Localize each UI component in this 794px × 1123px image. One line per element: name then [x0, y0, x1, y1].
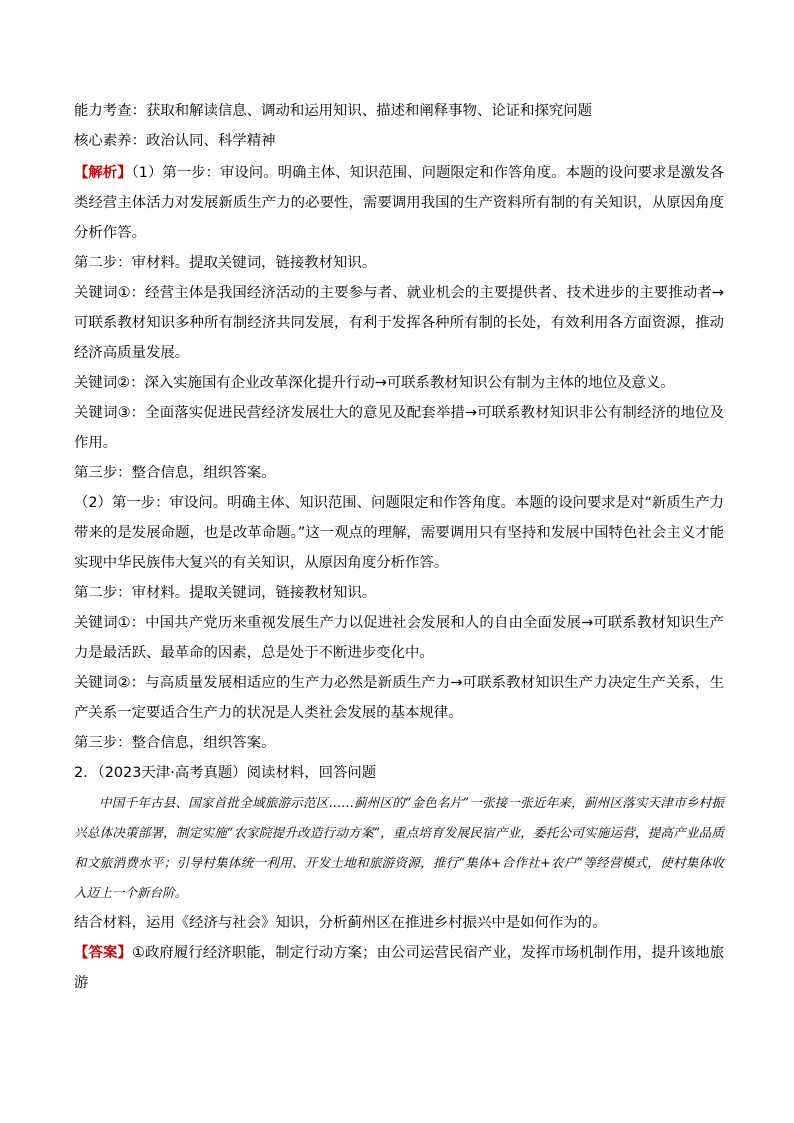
- q1-step2: 第二步：审材料。提取关键词，链接教材知识。: [74, 255, 377, 271]
- document-page: [74, 98, 724, 998]
- q1-step1: [74, 158, 724, 248]
- q1-keyword-3: 关键词③：全面落实促进民营经济发展壮大的意见及配套举措→可联系教材知识非公有制经济的地位及作用。: [74, 405, 724, 451]
- q1-keyword-1: 关键词①：经营主体是我国经济活动的主要参与者、就业机会的主要提供者、技术进步的主要推动者→可联系教材知识多种所有制经济共同发展，有利于发挥各种所有制的长处，有效利用各方面资源，推动经济高质量发展。: [74, 285, 724, 361]
- answer-tag: 【答案】: [74, 945, 132, 961]
- q1-step3: 第三步：整合信息，组织答案。: [74, 465, 276, 481]
- question-2-header: 2．（2023天津·高考真题）阅读材料，回答问题: [74, 765, 377, 781]
- q2-step3: 第三步：整合信息，组织答案。: [74, 735, 276, 751]
- q1-step1-text: （1）第一步：审设问。明确主体、知识范围、问题限定和作答角度。本题的设问要求是激发各类经营主体活力对发展新质生产力的必要性，需要调用我国的生产资料所有制的有关知识，从原因角度分析作答。: [74, 165, 724, 241]
- question-text: 结合材料，运用《经济与社会》知识，分析蓟州区在推进乡村振兴中是如何作为的。: [74, 915, 607, 931]
- q2-keyword-2: 关键词②：与高质量发展相适应的生产力必然是新质生产力→可联系教材知识生产力决定生产关系，生产关系一定要适合生产力的状况是人类社会发展的基本规律。: [74, 675, 724, 721]
- q2-step2: 第二步：审材料。提取关键词，链接教材知识。: [74, 585, 377, 601]
- literacy-line: 核心素养：政治认同、科学精神: [74, 133, 276, 149]
- analysis-tag: 【解析】: [74, 165, 132, 181]
- q2-keyword-1: 关键词①：中国共产党历来重视发展生产力以促进社会发展和人的自由全面发展→可联系教材知识生产力是最活跃、最革命的因素，总是处于不断进步变化中。: [74, 615, 724, 661]
- ability-line: 能力考查：获取和解读信息、调动和运用知识、描述和阐释事物、论证和探究问题: [74, 103, 593, 119]
- material-text: 中国千年古县、国家首批全域旅游示范区……蓟州区的“金色名片”一张接一张近年来，蓟州区落实天津市乡村振兴总体决策部署，制定实施“农家院提升改造行动方案”，重点培育发展民宿产业，委托公司实施运营，提高产业品质和文旅消费水平；引导村集体统一利用、开发土地和旅游资源，推行“集体+合作社+农户”等经营模式，使村集体收入迈上一个新台阶。: [74, 795, 724, 900]
- answer-text: ①政府履行经济职能，制定行动方案；由公司运营民宿产业，发挥市场机制作用，提升该地旅游: [74, 945, 724, 991]
- answer-line: [74, 938, 724, 998]
- q2-step1: （2）第一步：审设问。明确主体、知识范围、问题限定和作答角度。本题的设问要求是对“新质生产力带来的是发展命题，也是改革命题。”这一观点的理解，需要调用只有坚持和发展中国特色社会主义才能实现中华民族伟大复兴的有关知识，从原因角度分析作答。: [74, 495, 724, 571]
- q1-keyword-2: 关键词②：深入实施国有企业改革深化提升行动→可联系教材知识公有制为主体的地位及意义。: [74, 375, 675, 391]
